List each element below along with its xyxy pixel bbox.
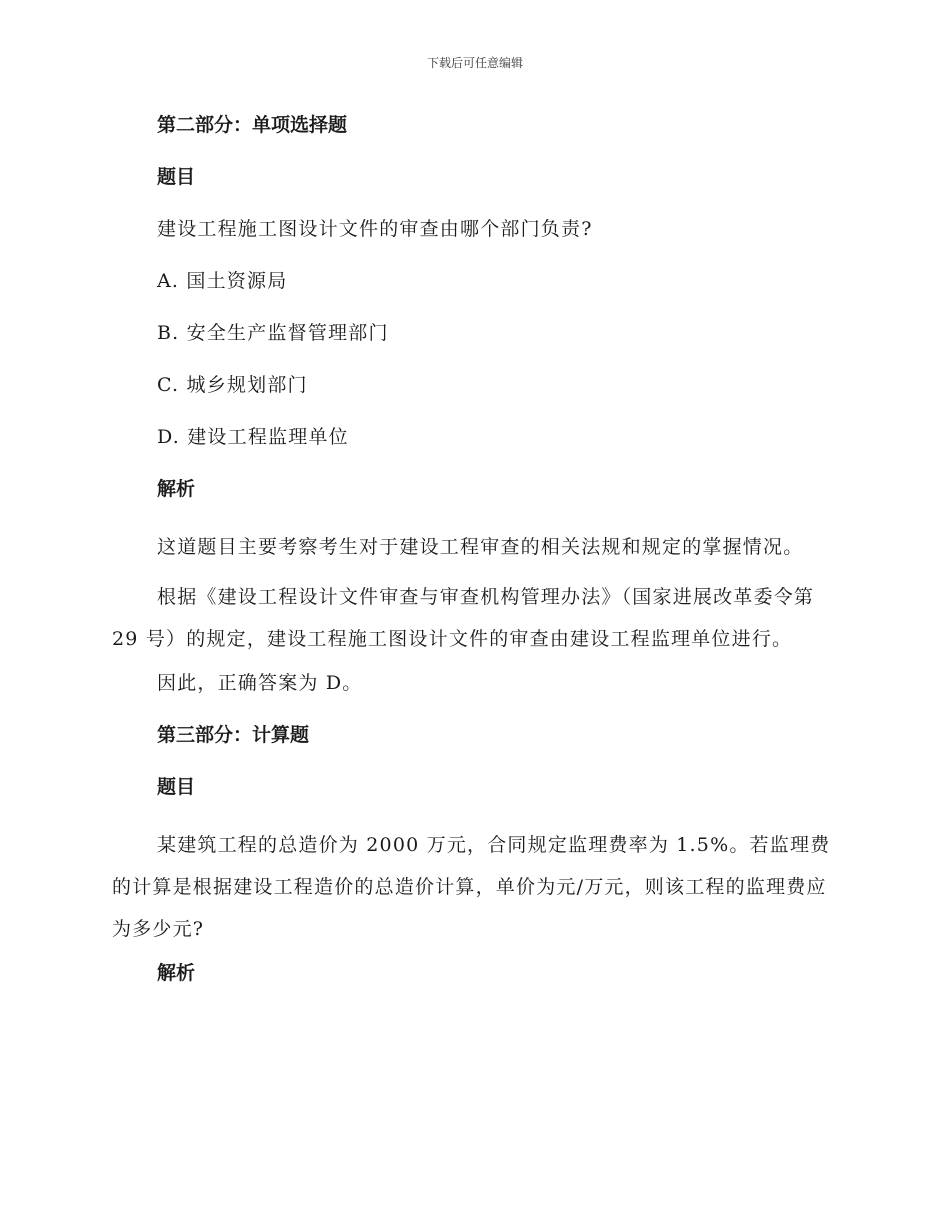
section3-question: 某建筑工程的总造价为 2000 万元，合同规定监理费率为 1.5%。若监理费的计算是根据建设工程造价的总造价计算，单价为元/万元，则该工程的监理费应为多少元?: [112, 834, 831, 940]
analysis-paragraph: 这道题目主要考察考生对于建设工程审查的相关法规和规定的掌握情况。: [157, 536, 804, 558]
option-b: B. 安全生产监督管理部门: [157, 322, 389, 344]
option-d: D. 建设工程监理单位: [157, 426, 349, 448]
option-c: C. 城乡规划部门: [157, 374, 308, 396]
section2-question: 建设工程施工图设计文件的审查由哪个部门负责?: [157, 218, 593, 240]
analysis-paragraph: 因此，正确答案为 D。: [157, 672, 363, 694]
section2-question-heading: 题目: [157, 166, 196, 188]
option-a: A. 国土资源局: [157, 270, 288, 292]
analysis-paragraph: 根据《建设工程设计文件审查与审查机构管理办法》（国家进展改革委令第 29 号）的规定，建设工程施工图设计文件的审查由建设工程监理单位进行。: [112, 586, 815, 650]
document-body: [112, 110, 840, 1010]
page-header: 下载后可任意编辑: [426, 56, 523, 70]
section3-title: 第三部分：计算题: [157, 724, 310, 746]
section3-analysis-heading: 解析: [157, 962, 196, 984]
section3-question-heading: 题目: [157, 776, 196, 798]
section2-title: 第二部分：单项选择题: [157, 114, 348, 136]
section2-analysis-heading: 解析: [157, 478, 196, 500]
